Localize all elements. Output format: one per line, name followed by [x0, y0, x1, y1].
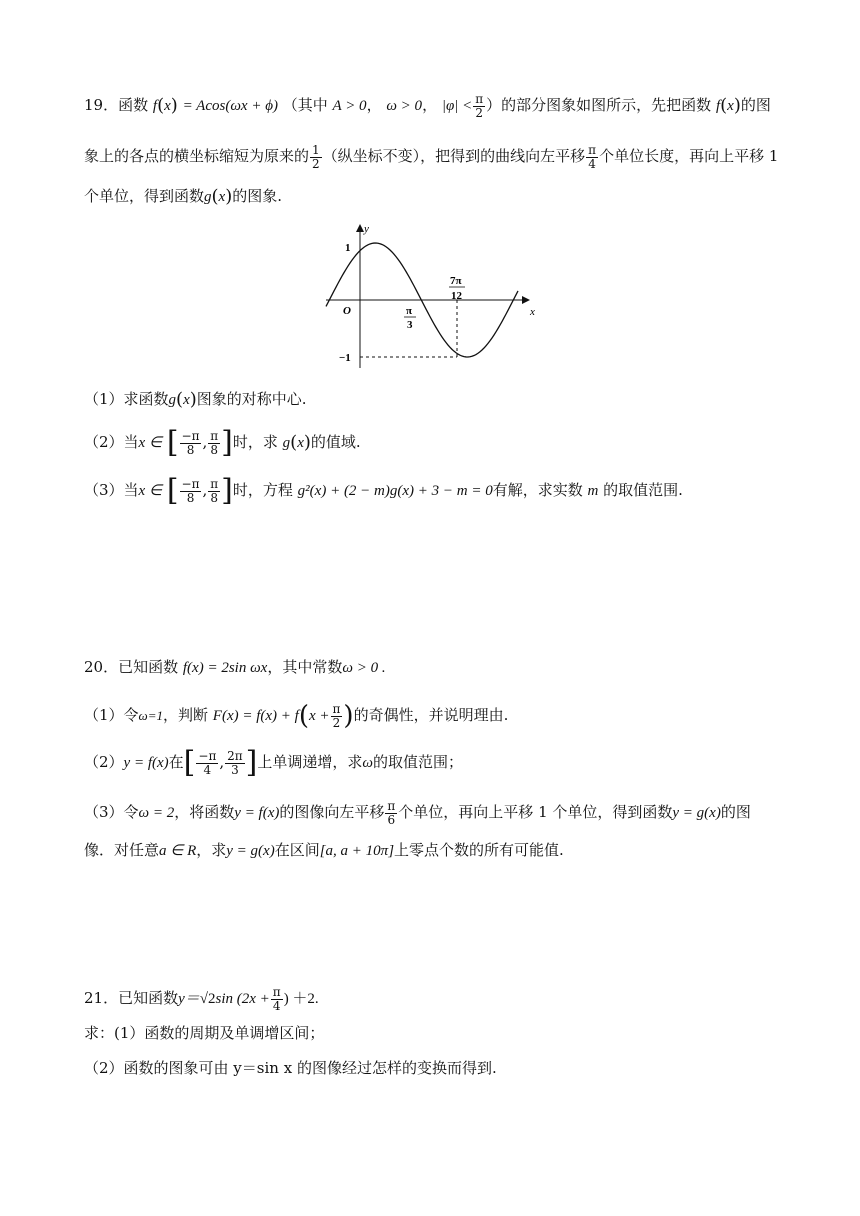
q19-line2-c: 个单位长度，再向上平移 1 — [599, 147, 779, 166]
q20-sub3: （3）令ω = 2，将函数y = f(x)的图像向左平移 $\frac{\pi}{6}$ 个单位，再向上平移 1 个单位，得到函数y = g(x)的图 — [84, 799, 751, 827]
q19-sub3-text-c: 的取值范围. — [603, 481, 683, 499]
q20-sub3-cont: 像．对任意a ∈ R，求y = g(x)在区间[a, a + 10π]上零点个数的所有可能值. — [84, 841, 564, 859]
q19-cond-omega: ω > 0 — [386, 98, 423, 115]
x-tick-pi3-den: 3 — [407, 319, 413, 331]
q19-sub2-text-a: 时，求 — [232, 433, 278, 451]
q19-sub3-text-a: 时，方程 — [232, 481, 293, 499]
q20-a-in-R: a ∈ R — [159, 843, 197, 859]
q20-line-1 — [84, 660, 386, 676]
q19-frac-pi-2: $\frac{\pi}{2}$ — [475, 92, 484, 120]
q19-cond-phi: |φ| < — [441, 98, 473, 115]
q19-intro: 函数 — [118, 96, 149, 115]
q19-line-2 — [84, 144, 778, 170]
x-tick-pi3-num: π — [406, 305, 413, 317]
q20-sub1-text-b: 的奇偶性，并说明理由. — [353, 706, 509, 725]
q20-sub3-label: （3）令 — [84, 803, 139, 822]
q21-sub2: （2）函数的图象可由 y＝sin x 的图像经过怎样的变换而得到. — [84, 1059, 497, 1077]
q19-line-3: 个单位，得到函数g(x)的图象. — [84, 186, 283, 207]
q19-line-1: 19．函数 f(x) = Acos(ωx + ϕ) （其中 A > 0， ω > 0， |φ| < $\frac{\pi}{2}$ ）的部分图象如图所示，先把函数 f(x)的图 — [84, 92, 771, 120]
q21-number: 21． — [84, 989, 119, 1008]
q19-cond-close: ）的部分图象如图所示，先把函数 — [486, 96, 712, 115]
origin-label: O — [343, 305, 351, 317]
q20-sub1: （1）令ω=1，判断 F(x) = f(x) + f(x + $\frac{\pi}{2}$ )的奇偶性，并说明理由. — [84, 701, 509, 732]
q21-sqrt2: √2 — [199, 991, 216, 1008]
q20-omega-cond: ω > 0 . — [342, 660, 386, 676]
q19-frac-pi-4: $\frac{\pi}{4}$ — [588, 143, 597, 171]
q19-sub1: （1）求函数g(x)图象的对称中心. — [84, 389, 307, 410]
q19-sub2-text-b: 的值域. — [310, 433, 361, 451]
q20-sub2: （2）y = f(x)在[ $\frac{-\pi}{4}$ , $\frac{2\pi}{3}$ ]上单调递增，求ω的取值范围； — [84, 745, 463, 780]
x-tick-7pi12-num: 7π — [450, 275, 462, 287]
q20-intro-tail: ，其中常数 — [267, 658, 343, 676]
q19-frac-1-2: $\frac{1}{2}$ — [312, 143, 320, 171]
q19-sub1-text: 图象的对称中心. — [196, 390, 307, 408]
q19-formula: = Acos(ωx + ϕ) — [182, 98, 278, 115]
q21-line-1: 21．已知函数y＝√2sin (2x + $\frac{\pi}{4}$ ) ＋2. — [84, 985, 319, 1013]
y-axis-label: y — [364, 223, 369, 235]
q20-interval: [a, a + 10π] — [319, 843, 395, 859]
q20-sub1-text-a: ，判断 — [163, 706, 209, 725]
q19-cond-open: （其中 — [282, 96, 328, 115]
q19-sub3: （3）当x ∈ [ $\frac{-\pi}{8}$ , $\frac{\pi}{8}$ ]时，方程 g²(x) + (2 − m)g(x) + 3 − m = 0有解，求实数 m 的取值范围. — [84, 473, 683, 508]
q19-cond-a: A > 0 — [332, 98, 367, 115]
q19-tail-1: 的图 — [740, 96, 771, 115]
x-axis-label: x — [530, 306, 535, 318]
q19-line3-a: 个单位，得到函数 — [84, 187, 205, 205]
x-tick-7pi12-den: 12 — [451, 290, 462, 302]
q20-intro: 已知函数 — [118, 658, 179, 676]
q20-number: 20． — [84, 658, 119, 676]
q19-f: f — [152, 98, 158, 115]
q20-expr: f(x) = 2sin ωx — [182, 660, 268, 676]
q20-sub2-text: 上单调递增，求 — [257, 753, 363, 771]
q19-line2-b: （纵坐标不变），把得到的曲线向左平移 — [322, 147, 586, 166]
q19-graph — [318, 218, 558, 378]
q19-line2-a: 象上的各点的横坐标缩短为原来的 — [84, 147, 310, 166]
q19-line3-b: 的图象. — [232, 187, 283, 205]
q19-sub3-text-b: 有解，求实数 — [492, 481, 583, 499]
q20-sub1-label: （1）令 — [84, 706, 139, 725]
q19-sub3-label: （3）当 — [84, 481, 139, 499]
y-tick-1: 1 — [345, 242, 351, 254]
q19-sub1-label: （1）求函数 — [84, 390, 169, 408]
q21-sub1: 求：(1）函数的周期及单调增区间； — [84, 1024, 325, 1042]
y-tick-neg1: −1 — [339, 352, 351, 364]
q19-sub2: （2）当x ∈ [ $\frac{-\pi}{8}$ , $\frac{\pi}{8}$ ]时，求 g(x)的值域. — [84, 425, 361, 460]
q19-sub3-equation: g²(x) + (2 − m)g(x) + 3 − m = 0 — [297, 483, 493, 499]
q20-sub1-expr: F(x) = f(x) + f — [212, 708, 299, 725]
q19-number: 19． — [84, 96, 119, 115]
q19-sub2-label: （2）当 — [84, 433, 139, 451]
q20-sub2-label: （2） — [84, 753, 124, 771]
